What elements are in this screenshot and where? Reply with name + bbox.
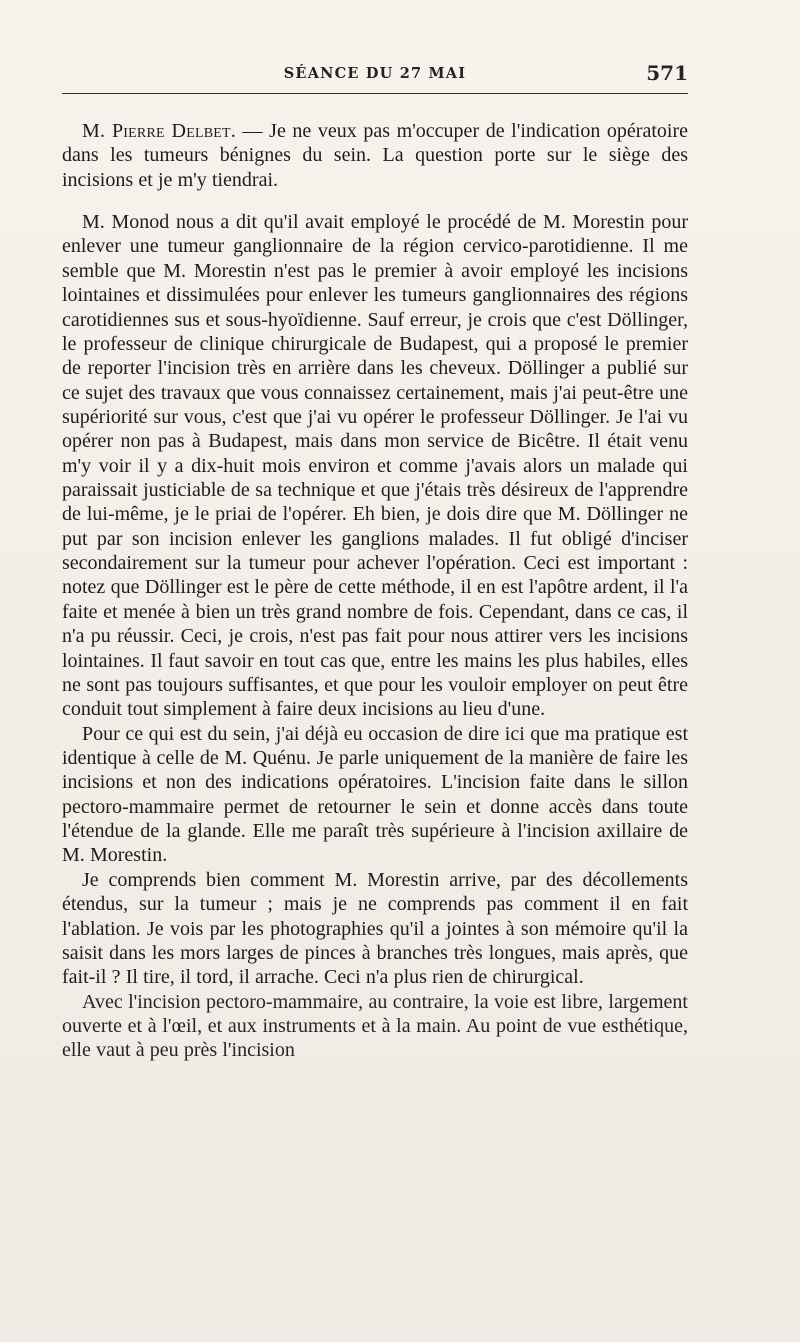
header-rule — [62, 93, 688, 94]
paragraph-breast-incision: Pour ce qui est du sein, j'ai déjà eu occasion de dire ici que ma pratique est identique à celle de M. Quénu. Je parle uniquement de la manière de faire les incisions et non des indications opératoires. L'incision faite dans le sillon pectoro-mammaire permet de retourner le sein et donne accès dans toute l'étendue de la glande. Elle me paraît très supérieure à l'incision axillaire de M. Morestin. — [62, 722, 688, 867]
page-header — [62, 54, 688, 94]
paragraph-text: — Je ne veux pas m'occuper de l'indication opératoire dans les tumeurs bénignes du sein. La question porte sur le siège des incisions et je m'y tiendrai. — [62, 120, 688, 191]
paragraph-delbet-opening — [62, 119, 688, 192]
article-body — [62, 119, 688, 1063]
speaker-name: M. Pierre Delbet. — [82, 120, 236, 142]
page-number: 571 — [646, 61, 688, 85]
paragraph-pectoro-mammary: Avec l'incision pectoro-mammaire, au contraire, la voie est libre, largement ouverte et à l'œil, et aux instruments et à la main. Au point de vue esthétique, elle vaut à peu près l'incision — [62, 990, 688, 1062]
paragraph-morestin-ablation: Je comprends bien comment M. Morestin arrive, par des décollements étendus, sur la tumeur ; mais je ne comprends pas comment il en fait l'ablation. Je vois par les photographies qu'il a jointes à son mémoire qu'il la saisit dans les mors larges de pinces à branches très longues, mais après, que fait-il ? Il tire, il tord, il arrache. Ceci n'a plus rien de chirurgical. — [62, 868, 688, 989]
running-title: SÉANCE DU 27 MAI — [283, 65, 467, 82]
paragraph-monod-dollinger: M. Monod nous a dit qu'il avait employé le procédé de M. Morestin pour enlever une tumeur ganglionnaire de la région cervico-parotidienne. Il me semble que M. Morestin n'est pas le premier à avoir employé les incisions lointaines et dissimulées pour enlever les tumeurs ganglionnaires des régions carotidiennes sus et sous-hyoïdienne. Sauf erreur, je crois que c'est Döllinger, le professeur de clinique chirurgicale de Budapest, qui a proposé le premier de reporter l'incision très en arrière dans les cheveux. Döllinger a publié sur ce sujet des travaux que vous connaissez certainement, mais j'ai peut-être une supériorité sur vous, c'est que j'ai vu opérer le professeur Döllinger. Je l'ai vu opérer non pas à Budapest, mais dans mon service de Bicêtre. Il était venu m'y voir il y a dix-huit mois environ et comme j'avais alors un malade qui paraissait justiciable de sa technique et que j'étais très désireux de l'apprendre de lui-même, je le priai de l'opérer. Eh bien, je dois dire que M. Döllinger ne put par son incision enlever les ganglions malades. Il fut obligé d'inciser secondairement sur la tumeur pour achever l'opération. Ceci est important : notez que Döllinger est le père de cette méthode, il en est l'apôtre ardent, il l'a faite et menée à bien un très grand nombre de fois. Cependant, dans ce cas, il n'a pu réussir. Ceci, je crois, n'est pas fait pour nous attirer vers les incisions lointaines. Il faut savoir en tout cas que, entre les mains les plus habiles, elles ne sont pas toujours suffisantes, et que pour les vouloir employer on peut être conduit tout simplement à faire deux incisions au lieu d'une. — [62, 211, 688, 721]
